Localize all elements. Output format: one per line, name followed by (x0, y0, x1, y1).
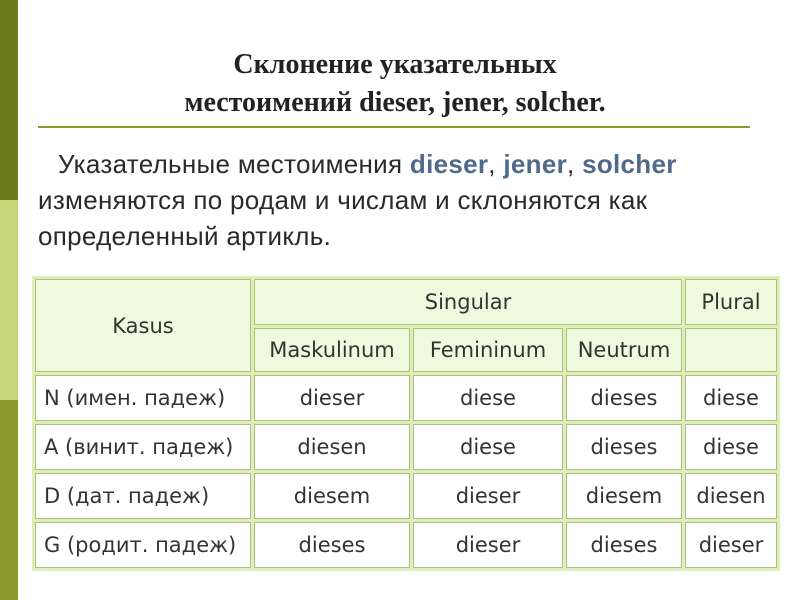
maskulinum-header: Maskulinum (254, 328, 410, 372)
intro-separator-2: , (567, 149, 575, 179)
slide-title-line1: Склонение указательных (233, 49, 557, 80)
femininum-header: Femininum (413, 328, 563, 372)
plural-header: Plural (685, 279, 777, 325)
pronoun-solcher: solcher (582, 149, 677, 179)
neutrum-cell: dieses (566, 375, 682, 421)
slide-title (40, 46, 750, 122)
plural-cell: diesen (685, 473, 777, 519)
intro-text-start: Указательные местоимения (58, 149, 410, 179)
plural-cell: dieser (685, 522, 777, 568)
plural-cell: diese (685, 375, 777, 421)
kasus-cell: A (винит. падеж) (35, 424, 251, 470)
pronoun-dieser: dieser (409, 149, 489, 179)
left-stripe-middle (0, 200, 18, 400)
intro-separator-1: , (488, 149, 504, 179)
maskulinum-cell: dieses (254, 522, 410, 568)
femininum-cell: diese (413, 424, 563, 470)
kasus-cell: G (родит. падеж) (35, 522, 251, 568)
singular-header: Singular (254, 279, 682, 325)
femininum-cell: dieser (413, 473, 563, 519)
left-stripe-top (0, 0, 18, 200)
neutrum-cell: dieses (566, 424, 682, 470)
declension-table (32, 276, 780, 571)
slide-title-line2: местоимений dieser, jener, solcher. (184, 87, 606, 118)
kasus-cell: N (имен. падеж) (35, 375, 251, 421)
table-row (35, 375, 777, 421)
plural-cell: diese (685, 424, 777, 470)
kasus-header: Kasus (35, 279, 251, 372)
left-stripe-bottom (0, 400, 18, 600)
femininum-cell: diese (413, 375, 563, 421)
maskulinum-cell: dieser (254, 375, 410, 421)
neutrum-cell: dieses (566, 522, 682, 568)
table-row (35, 522, 777, 568)
intro-text-end: изменяются по родам и числам и склоняются как определенный артикль. (38, 185, 648, 251)
neutrum-header: Neutrum (566, 328, 682, 372)
pronoun-jener: jener (503, 149, 568, 179)
neutrum-cell: diesem (566, 473, 682, 519)
maskulinum-cell: diesen (254, 424, 410, 470)
plural-subheader-empty (685, 328, 777, 372)
table-row (35, 473, 777, 519)
kasus-cell: D (дат. падеж) (35, 473, 251, 519)
table-row (35, 424, 777, 470)
femininum-cell: dieser (413, 522, 563, 568)
maskulinum-cell: diesem (254, 473, 410, 519)
title-divider (38, 126, 750, 128)
intro-paragraph (38, 146, 728, 254)
